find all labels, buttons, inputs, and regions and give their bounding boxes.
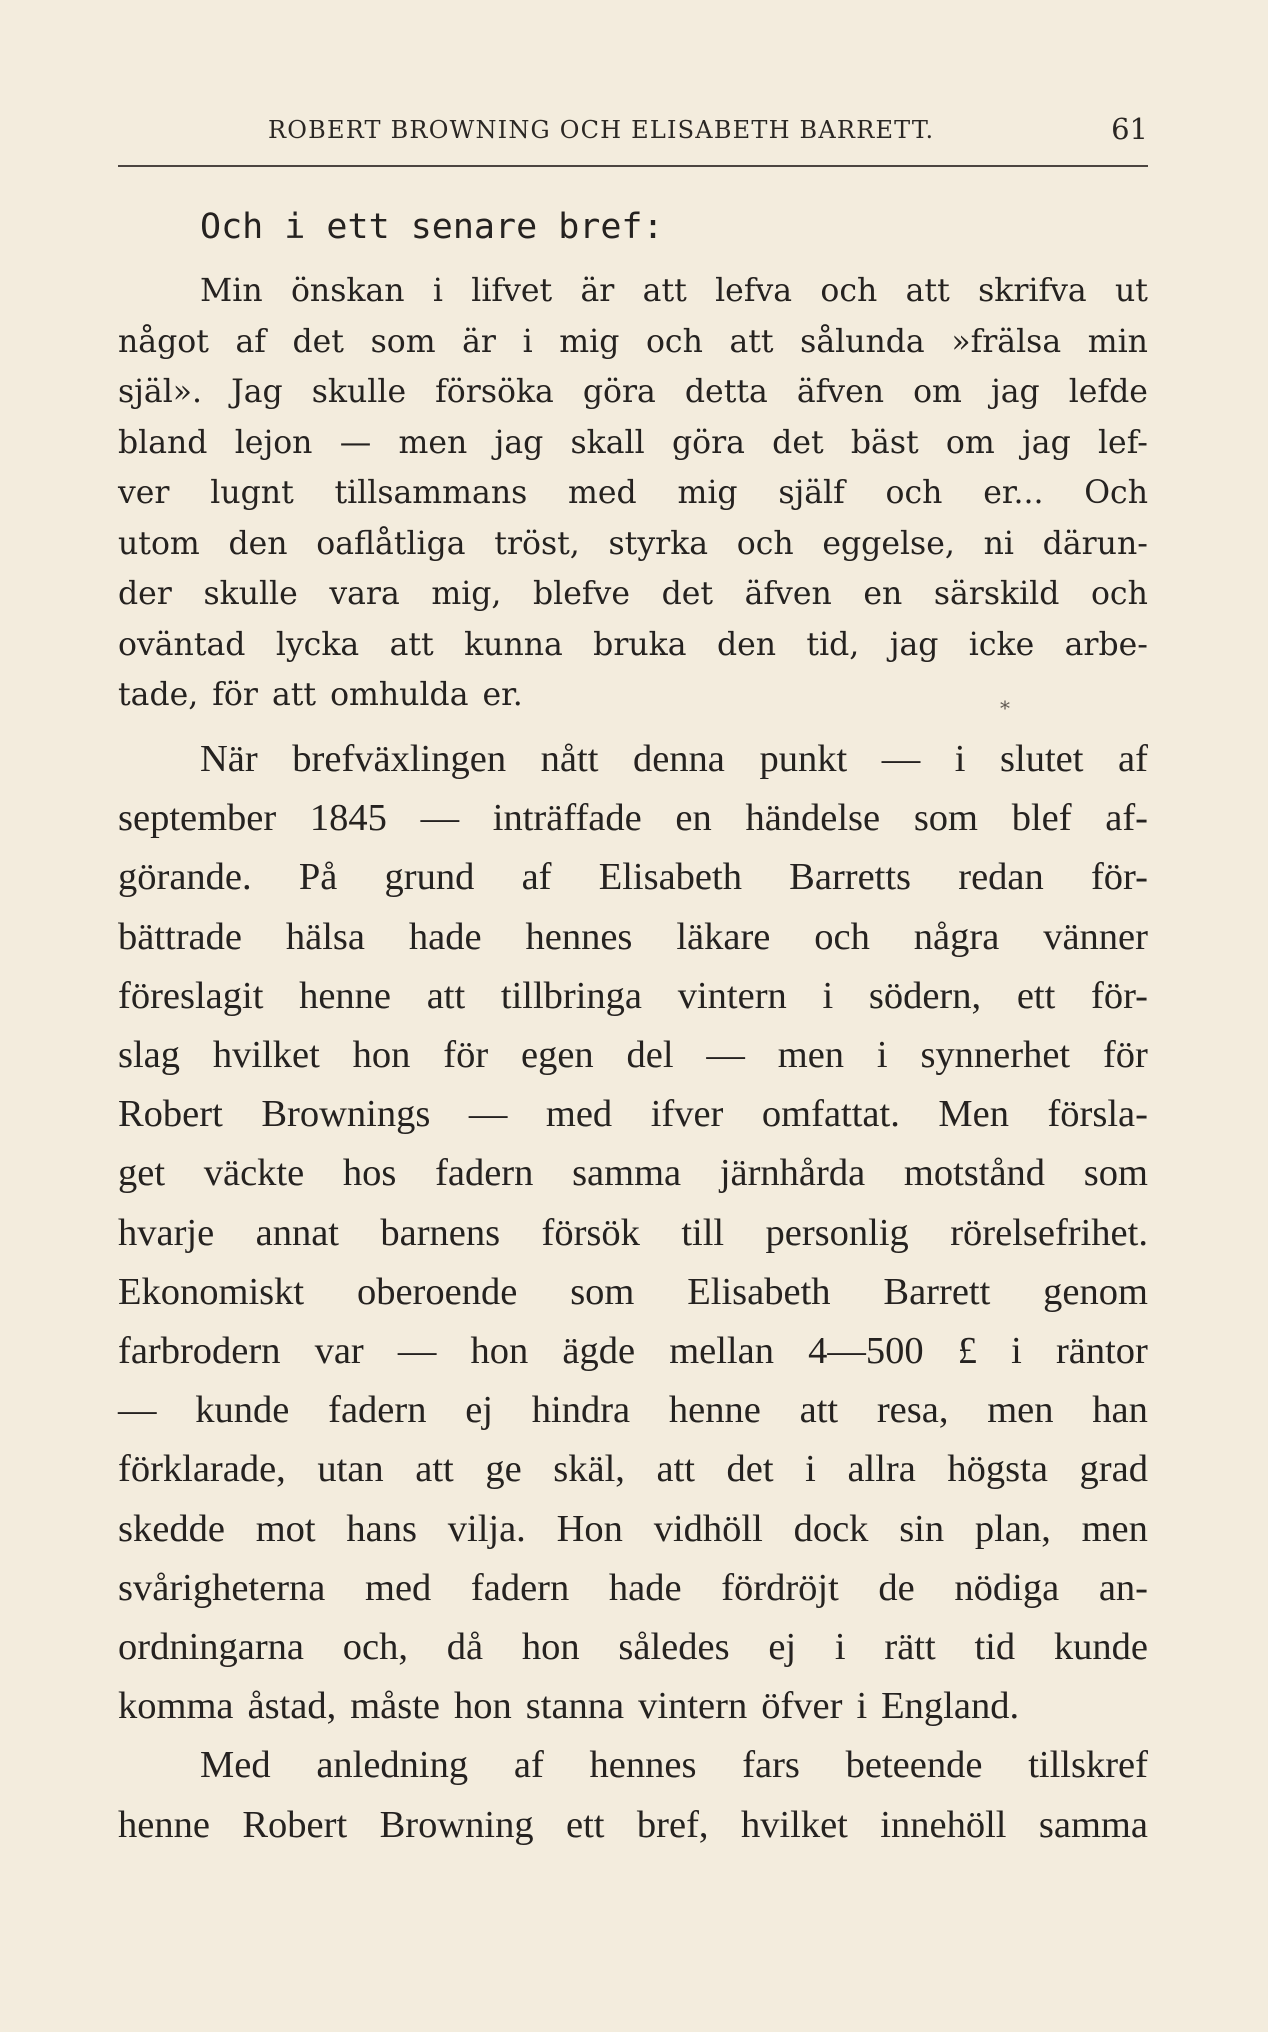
text-line (118, 789, 1148, 848)
header-rule (118, 165, 1148, 167)
word: i (856, 1685, 868, 1728)
word: lycka (275, 626, 360, 663)
word: af (1118, 738, 1148, 780)
word: egen (521, 1034, 594, 1077)
word: omfattat. (761, 1093, 900, 1136)
word: fars (742, 1744, 800, 1787)
word: och (814, 915, 870, 958)
word: det (292, 323, 344, 360)
word: nått (540, 738, 599, 780)
text-line (118, 1322, 1148, 1381)
word: tillsammans (334, 475, 528, 511)
word: i (876, 1034, 888, 1077)
word: att (656, 1448, 695, 1491)
word: försla- (1047, 1093, 1148, 1136)
word: därun- (1042, 525, 1148, 562)
word: järnhårda (719, 1152, 866, 1195)
word: der (118, 576, 172, 612)
word: — (706, 1034, 745, 1077)
word: henne (118, 1803, 210, 1846)
word: annat (255, 1211, 339, 1254)
word: försök (541, 1211, 640, 1254)
word: som (913, 797, 979, 840)
word: att (729, 323, 774, 360)
word: i (805, 1448, 816, 1491)
letter-intro (118, 200, 1148, 254)
word: själ». (118, 374, 203, 410)
word: Robert (242, 1803, 348, 1846)
word: hvilket (740, 1803, 848, 1846)
word: hade (408, 915, 482, 958)
word: allra (847, 1448, 916, 1491)
word: skäl, (553, 1448, 625, 1491)
word: att (642, 273, 687, 309)
word: öfver (761, 1685, 843, 1728)
word: henne (668, 1389, 761, 1432)
word: icke (968, 626, 1035, 663)
word: Brownings (261, 1093, 431, 1136)
word: är (580, 273, 615, 309)
word: ver (118, 475, 170, 511)
word: svårigheterna (118, 1566, 326, 1609)
word: — (118, 1389, 157, 1432)
word: och (1090, 576, 1148, 612)
word: det (661, 576, 714, 612)
text-line (118, 1440, 1148, 1499)
word: komma (118, 1685, 234, 1728)
page-header (118, 108, 1148, 158)
text-line (118, 569, 1148, 620)
word: och (885, 475, 943, 511)
word: motstånd (903, 1152, 1046, 1195)
word: till (681, 1211, 725, 1254)
word: för- (1091, 974, 1148, 1017)
word: den (228, 525, 288, 562)
word: fadern (435, 1152, 534, 1195)
word: skulle (203, 576, 298, 612)
text-line (118, 519, 1148, 570)
word: bruka (593, 626, 687, 663)
word: göra (671, 424, 745, 461)
letter-intro-line: Och i ett senare bref: (200, 207, 664, 247)
word: hälsa (285, 915, 365, 958)
word: hon (352, 1034, 411, 1077)
word: vänner (1043, 915, 1148, 958)
word: för (1102, 1034, 1148, 1077)
word: och (820, 273, 878, 309)
word: vilja. (447, 1507, 526, 1550)
text-line (118, 1500, 1148, 1559)
word: och (645, 323, 703, 360)
word: men (777, 1034, 845, 1077)
word: innehöll (880, 1803, 1007, 1846)
word: beteende (845, 1744, 983, 1787)
word: oaflåtliga (316, 525, 466, 562)
word: vara (329, 576, 400, 612)
word: stanna (525, 1685, 625, 1728)
text-line (118, 1618, 1148, 1677)
word: slag (118, 1034, 181, 1077)
word: med (545, 1093, 613, 1136)
word: att (415, 1448, 454, 1491)
word: oväntad (118, 626, 246, 663)
word: en (863, 576, 903, 612)
word: skrifva (978, 273, 1087, 309)
word: september (118, 797, 277, 840)
word: På (298, 856, 338, 899)
word: kunna (464, 626, 563, 663)
word: att (389, 626, 434, 663)
word: bäst (850, 424, 919, 461)
word: an- (1098, 1566, 1148, 1609)
word: den (716, 626, 777, 663)
text-line (118, 908, 1148, 967)
text-line (118, 1085, 1148, 1144)
word: inträffade (492, 797, 642, 840)
word: henne (299, 974, 392, 1017)
word: styrka (608, 525, 709, 562)
word: När (200, 738, 258, 780)
word: tid (974, 1626, 1016, 1669)
word: görande. (118, 856, 252, 899)
word: bref, (636, 1803, 709, 1846)
word: om (945, 424, 995, 461)
text-line (118, 317, 1148, 368)
word: Min (200, 273, 263, 309)
word: sin (899, 1507, 945, 1550)
letter-quote (118, 266, 1148, 721)
word: tid, (806, 626, 860, 663)
word: om (913, 374, 962, 410)
word: blefve (533, 576, 630, 612)
text-line (118, 1559, 1148, 1618)
word: slutet (1000, 738, 1084, 780)
word: mig (559, 323, 620, 360)
word: brefväxlingen (292, 738, 507, 780)
word: punkt (759, 738, 848, 780)
word: fadern (328, 1389, 427, 1432)
word: 1845 (309, 797, 387, 840)
word: jag (889, 626, 939, 663)
word: tade, (118, 677, 199, 713)
text-line (118, 848, 1148, 907)
word: hennes (525, 915, 633, 958)
word: 4—500 (808, 1330, 924, 1373)
word: Elisabeth (687, 1270, 831, 1313)
word: plan, (974, 1507, 1051, 1550)
word: hvilket (212, 1034, 320, 1077)
word: Och (1084, 475, 1148, 511)
word: läkare (676, 915, 771, 958)
word: Jag (231, 374, 283, 410)
word: skedde (118, 1507, 225, 1550)
word: detta (684, 374, 768, 410)
word: tillskref (1028, 1744, 1148, 1787)
text-line (118, 468, 1148, 519)
word: en (675, 797, 712, 840)
word: Men (938, 1093, 1009, 1136)
word: rätt (884, 1626, 936, 1669)
word: mot (255, 1507, 316, 1550)
word: bland (118, 424, 208, 461)
text-line (118, 1204, 1148, 1263)
word: jag (494, 424, 544, 461)
text-line (118, 670, 1148, 721)
word: Hon (556, 1507, 623, 1550)
word: själf (778, 475, 845, 511)
word: vintern (677, 974, 787, 1017)
word: Browning (379, 1803, 534, 1846)
word: af (513, 1744, 544, 1787)
word: nödiga (954, 1566, 1060, 1609)
word: — (881, 738, 921, 780)
word: vidhöll (653, 1507, 763, 1550)
word: lefde (1068, 374, 1148, 410)
word: Barrett (883, 1270, 991, 1313)
text-line (118, 1736, 1148, 1795)
word: tröst, (494, 525, 580, 562)
word: särskild (933, 576, 1060, 612)
word: del (626, 1034, 674, 1077)
word: vintern (638, 1685, 748, 1728)
word: hade (608, 1566, 682, 1609)
text-line (118, 367, 1148, 418)
word: get (118, 1152, 166, 1195)
text-line (118, 1263, 1148, 1322)
word: mellan (669, 1330, 774, 1373)
word: skulle (311, 374, 407, 410)
word: han (1092, 1389, 1148, 1432)
word: resa, (876, 1389, 949, 1432)
word: för (212, 677, 258, 713)
word: Robert (118, 1093, 223, 1136)
word: hindra (531, 1389, 631, 1432)
word: jag (990, 374, 1040, 410)
word: oberoende (356, 1270, 518, 1313)
word: i (1011, 1330, 1022, 1373)
word: hon (521, 1626, 580, 1669)
word: eggelse, (822, 525, 955, 562)
word: utom (118, 525, 200, 562)
body-paragraphs (118, 730, 1148, 1855)
word: grad (1079, 1448, 1148, 1491)
word: ett (566, 1803, 605, 1846)
word: samma (572, 1152, 682, 1195)
word: bättrade (118, 915, 242, 958)
word: ej (768, 1626, 797, 1669)
text-line (118, 1677, 1148, 1736)
word: göra (582, 374, 656, 410)
running-title: ROBERT BROWNING OCH ELISABETH BARRETT. (268, 116, 935, 144)
word: skall (570, 424, 645, 461)
word: redan (958, 856, 1044, 899)
word: personlig (765, 1211, 909, 1254)
word: ordningarna (118, 1626, 305, 1669)
word: i (834, 1626, 846, 1669)
word: att (271, 677, 317, 713)
word: och, (342, 1626, 408, 1669)
word: arbe- (1064, 626, 1148, 663)
word: jag (1022, 424, 1071, 461)
word: det (726, 1448, 774, 1491)
word: förklarade, (118, 1448, 286, 1491)
word: föreslagit (118, 974, 264, 1017)
word: lef- (1097, 424, 1148, 461)
word: anledning (316, 1744, 469, 1787)
word: mig (677, 475, 738, 511)
word: hon (470, 1330, 529, 1373)
word: Med (200, 1744, 271, 1787)
word: hon (454, 1685, 512, 1728)
word: lejon (234, 424, 313, 461)
word: händelse (745, 797, 881, 840)
word: — (420, 797, 460, 840)
word: hennes (589, 1744, 697, 1787)
word: högsta (947, 1448, 1048, 1491)
word: som (570, 1270, 635, 1313)
text-line (118, 418, 1148, 469)
word: i (522, 323, 533, 360)
word: farbrodern (118, 1330, 281, 1373)
word: äfven (796, 374, 885, 410)
word: rörelsefrihet. (950, 1211, 1148, 1254)
word: något (118, 323, 209, 360)
word: hvarje (118, 1211, 215, 1254)
word: er... (983, 475, 1044, 511)
word: Barretts (789, 856, 912, 899)
word: denna (632, 738, 725, 780)
word: lugnt (210, 475, 294, 511)
word: att (905, 273, 950, 309)
word: då (446, 1626, 484, 1669)
word: synnerhet (920, 1034, 1071, 1077)
word: lifvet (471, 273, 553, 309)
word: med (568, 475, 637, 511)
word: genom (1043, 1270, 1148, 1313)
word: mig, (431, 576, 502, 612)
word: grund (384, 856, 475, 899)
word: men (1081, 1507, 1148, 1550)
word: ett (1016, 974, 1056, 1017)
word: måste (350, 1685, 441, 1728)
word: som (370, 323, 436, 360)
word: att (426, 974, 466, 1017)
word: hans (346, 1507, 417, 1550)
word: er. (482, 677, 523, 713)
word: fördröjt (721, 1566, 839, 1609)
word: Elisabeth (598, 856, 742, 899)
word: kunde (1053, 1626, 1148, 1669)
word: det (772, 424, 824, 461)
word: södern, (868, 974, 982, 1017)
word: af (521, 856, 552, 899)
word: ej (465, 1389, 494, 1432)
word: som (1083, 1152, 1148, 1195)
word: att (799, 1389, 839, 1432)
word: ut (1115, 273, 1148, 309)
word: Ekonomiskt (118, 1270, 305, 1313)
word: blef (1011, 797, 1072, 840)
word: var (314, 1330, 364, 1373)
word: med (365, 1566, 432, 1609)
text-line (118, 266, 1148, 317)
word: barnens (380, 1211, 501, 1254)
word: åstad, (247, 1685, 337, 1728)
word: äfven (744, 576, 832, 612)
word: försöka (435, 374, 554, 410)
word: »frälsa (951, 323, 1062, 360)
word: ni (983, 525, 1014, 562)
word: af (235, 323, 266, 360)
word: räntor (1055, 1330, 1148, 1373)
text-line (118, 1144, 1148, 1203)
word: i (432, 273, 443, 309)
page-number: 61 (1111, 112, 1148, 146)
word: några (913, 915, 1000, 958)
word: för- (1090, 856, 1148, 899)
word: — (397, 1330, 437, 1373)
word: England. (881, 1685, 1020, 1728)
word: ägde (562, 1330, 636, 1373)
word: väckte (203, 1152, 305, 1195)
word: fadern (470, 1566, 570, 1609)
word: lefva (715, 273, 793, 309)
word: tillbringa (500, 974, 643, 1017)
word: för (443, 1034, 489, 1077)
text-line (118, 620, 1148, 671)
word: sålunda (800, 323, 925, 360)
word: önskan (290, 273, 405, 309)
word: omhulda (330, 677, 469, 713)
text-line (118, 1026, 1148, 1085)
word: samma (1038, 1803, 1148, 1846)
text-line (118, 1381, 1148, 1440)
word: således (618, 1626, 730, 1669)
word: men (398, 424, 468, 461)
word: men (987, 1389, 1054, 1432)
word: utan (317, 1448, 384, 1491)
word: ge (485, 1448, 522, 1491)
word: är (462, 323, 496, 360)
word: ifver (650, 1093, 724, 1136)
word: de (878, 1566, 915, 1609)
word: hos (342, 1152, 397, 1195)
word: — (468, 1093, 508, 1136)
word: — (339, 424, 372, 461)
word: dock (793, 1507, 869, 1550)
word: i (954, 738, 966, 780)
word: kunde (195, 1389, 290, 1432)
word: min (1087, 323, 1148, 360)
word: och (736, 525, 794, 562)
word: i (822, 974, 834, 1017)
text-line (118, 1796, 1148, 1855)
text-line (118, 730, 1148, 789)
word: £ (957, 1330, 977, 1373)
ink-speck: ⁎ (1000, 690, 1010, 714)
word: af- (1105, 797, 1148, 840)
text-line (118, 967, 1148, 1026)
